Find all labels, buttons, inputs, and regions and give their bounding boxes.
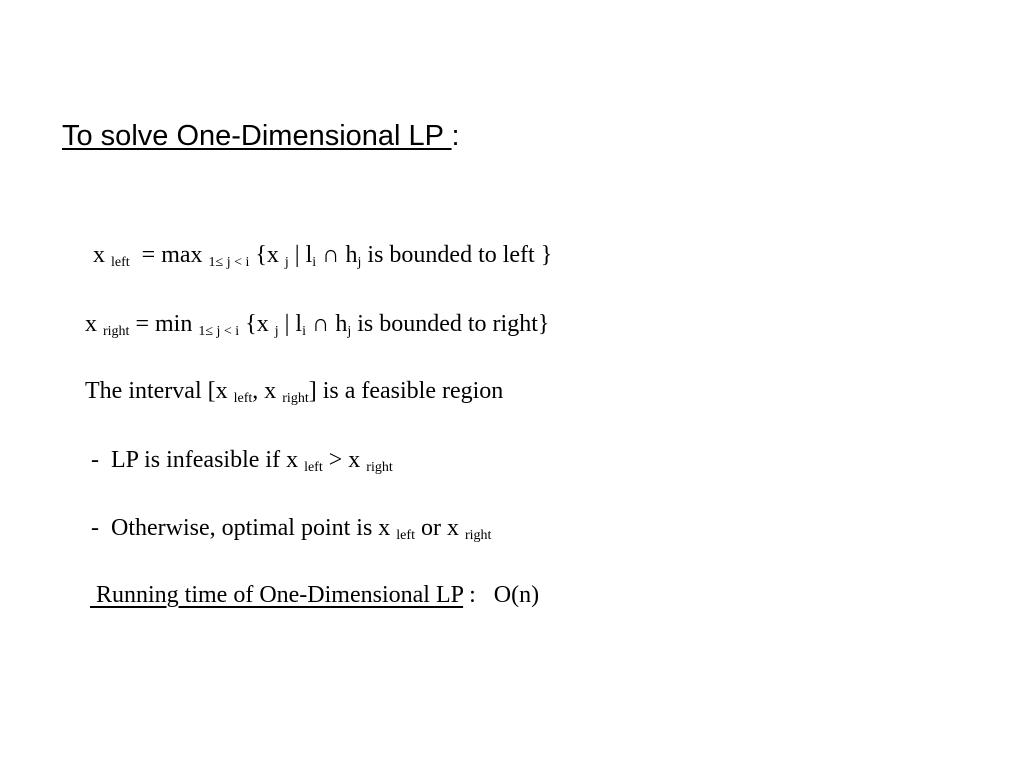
otherwise-line [91, 513, 491, 543]
formula-right-tail: is bounded to right} [351, 311, 550, 337]
running-time-label: Running time of One-Dimensional LP [90, 582, 464, 608]
otherwise-sub-left: left [396, 528, 415, 543]
formula-right-cap: ∩ h [305, 311, 348, 337]
running-time-sep: : [463, 582, 494, 608]
formula-left-sub-left: left [111, 255, 130, 270]
formula-left-set-open: {x [255, 242, 279, 268]
formula-left-bar: | l [294, 242, 313, 268]
interval-sub-left: left [233, 391, 253, 406]
formula-left-sub-j: j [284, 255, 289, 270]
slide-title-text: To solve One-Dimensional LP [62, 120, 452, 152]
formula-right-bar: | l [284, 311, 303, 337]
formula-right-sub-right: right [103, 324, 130, 339]
formula-left-x: x [93, 242, 105, 268]
interval-suffix: ] is a feasible region [308, 378, 504, 404]
infeasible-sub-left: left [304, 460, 323, 475]
otherwise-sub-right: right [464, 528, 492, 543]
slide-title-colon: : [451, 120, 460, 152]
formula-right-sub-j2: j [347, 324, 352, 339]
interval-sub-right: right [282, 391, 309, 406]
formula-right-set-open: {x [245, 311, 269, 337]
running-time-value: O(n) [493, 582, 540, 608]
otherwise-or: or x [414, 515, 459, 541]
formula-x-left [93, 240, 552, 270]
formula-left-sub-i: i [312, 255, 317, 270]
formula-left-eq: = max [141, 242, 203, 268]
slide-title [62, 118, 460, 154]
formula-right-sub-i: i [302, 324, 306, 339]
formula-right-x: x [85, 311, 97, 337]
otherwise-prefix: - Otherwise, optimal point is x [91, 515, 391, 541]
infeasible-gt: > x [322, 447, 361, 473]
infeasible-line [91, 445, 393, 475]
interval-line [85, 376, 503, 406]
interval-prefix: The interval [x [85, 378, 228, 404]
infeasible-prefix: - LP is infeasible if x [91, 447, 299, 473]
formula-left-sub-j2: j [357, 255, 362, 270]
formula-right-range: 1≤ j < i [198, 324, 240, 339]
formula-left-range: 1≤ j < i [208, 255, 250, 270]
interval-mid: , x [252, 378, 277, 404]
infeasible-sub-right: right [366, 460, 393, 475]
formula-left-cap: ∩ h [316, 242, 358, 268]
formula-right-eq: = min [135, 311, 193, 337]
formula-x-right [85, 309, 549, 339]
formula-left-tail: is bounded to left } [361, 242, 553, 268]
formula-right-sub-j: j [274, 324, 279, 339]
running-time-line [90, 580, 539, 610]
